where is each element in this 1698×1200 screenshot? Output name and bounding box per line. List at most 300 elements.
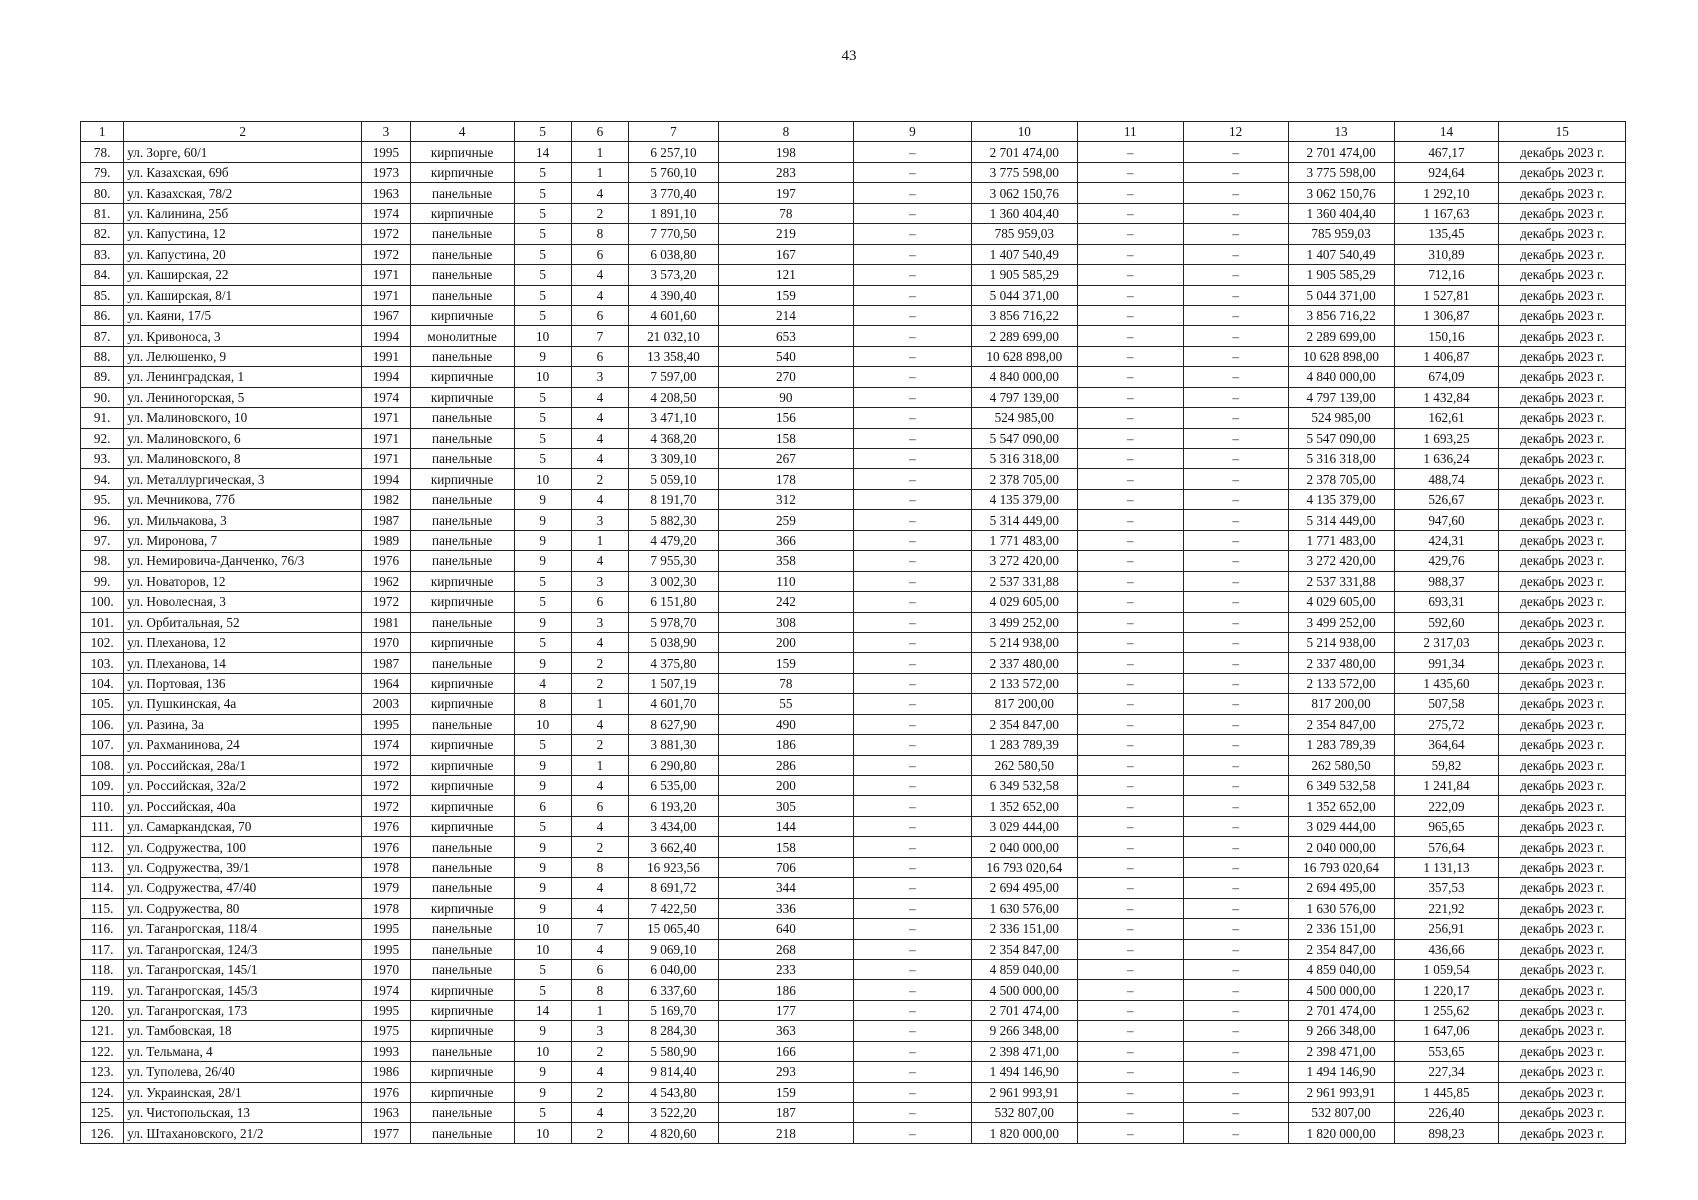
table-cell: 540: [718, 346, 853, 366]
table-cell: 159: [718, 285, 853, 305]
table-cell: 1 435,60: [1394, 673, 1499, 693]
table-cell: 1 693,25: [1394, 428, 1499, 448]
table-cell: ул. Орбитальная, 52: [124, 612, 362, 632]
table-cell: 1970: [362, 959, 411, 979]
table-cell: 6 337,60: [629, 980, 719, 1000]
table-cell: 107.: [81, 735, 124, 755]
table-row: [81, 612, 1626, 632]
table-cell: 488,74: [1394, 469, 1499, 489]
table-cell: –: [1077, 469, 1183, 489]
table-cell: –: [853, 326, 971, 346]
table-row: [81, 837, 1626, 857]
table-cell: ул. Лелюшенко, 9: [124, 346, 362, 366]
table-cell: 1 891,10: [629, 203, 719, 223]
table-cell: ул. Содружества, 39/1: [124, 857, 362, 877]
table-cell: –: [1077, 326, 1183, 346]
table-cell: 1963: [362, 1103, 411, 1123]
table-cell: 1 630 576,00: [1288, 898, 1394, 918]
table-cell: 121: [718, 265, 853, 285]
table-cell: 218: [718, 1123, 853, 1143]
table-cell: –: [1183, 694, 1288, 714]
table-cell: кирпичные: [410, 796, 514, 816]
table-cell: –: [1183, 265, 1288, 285]
table-cell: 785 959,03: [971, 224, 1077, 244]
column-header: 2: [124, 122, 362, 142]
table-cell: –: [1077, 653, 1183, 673]
table-cell: 186: [718, 735, 853, 755]
table-cell: ул. Капустина, 20: [124, 244, 362, 264]
table-cell: 1 360 404,40: [1288, 203, 1394, 223]
table-cell: ул. Мильчакова, 3: [124, 510, 362, 530]
table-cell: 5 547 090,00: [1288, 428, 1394, 448]
table-cell: –: [1077, 367, 1183, 387]
table-cell: 5 978,70: [629, 612, 719, 632]
table-cell: 2: [571, 1041, 628, 1061]
table-cell: –: [1183, 449, 1288, 469]
table-cell: 2: [571, 1082, 628, 1102]
table-cell: 5 314 449,00: [1288, 510, 1394, 530]
table-cell: 87.: [81, 326, 124, 346]
column-header: 11: [1077, 122, 1183, 142]
table-cell: 9 069,10: [629, 939, 719, 959]
table-cell: –: [1183, 592, 1288, 612]
table-cell: 4: [571, 428, 628, 448]
table-cell: 81.: [81, 203, 124, 223]
table-cell: –: [1077, 428, 1183, 448]
column-header: 14: [1394, 122, 1499, 142]
table-cell: 6 349 532,58: [1288, 776, 1394, 796]
column-header: 9: [853, 122, 971, 142]
table-cell: –: [1077, 959, 1183, 979]
table-cell: –: [853, 265, 971, 285]
table-cell: панельные: [410, 265, 514, 285]
table-cell: –: [1077, 919, 1183, 939]
table-row: [81, 305, 1626, 325]
table-cell: –: [1183, 551, 1288, 571]
table-cell: –: [853, 244, 971, 264]
table-cell: 305: [718, 796, 853, 816]
table-cell: 9: [514, 653, 571, 673]
table-cell: 524 985,00: [971, 408, 1077, 428]
table-cell: 1975: [362, 1021, 411, 1041]
table-cell: 14: [514, 142, 571, 162]
table-cell: –: [1183, 183, 1288, 203]
table-cell: 7: [571, 326, 628, 346]
table-cell: 4: [571, 1103, 628, 1123]
table-cell: 16 923,56: [629, 857, 719, 877]
table-cell: 2 354 847,00: [1288, 939, 1394, 959]
table-cell: ул. Содружества, 100: [124, 837, 362, 857]
table-cell: 13 358,40: [629, 346, 719, 366]
table-cell: 2 133 572,00: [971, 673, 1077, 693]
table-cell: 9: [514, 837, 571, 857]
table-cell: панельные: [410, 408, 514, 428]
table-cell: 8 691,72: [629, 878, 719, 898]
table-cell: –: [1183, 714, 1288, 734]
table-row: [81, 592, 1626, 612]
table-cell: 5: [514, 735, 571, 755]
table-cell: 1979: [362, 878, 411, 898]
table-cell: 4 601,60: [629, 305, 719, 325]
table-cell: декабрь 2023 г.: [1499, 714, 1626, 734]
table-cell: 2: [571, 837, 628, 857]
table-cell: декабрь 2023 г.: [1499, 959, 1626, 979]
table-cell: 2: [571, 653, 628, 673]
table-cell: панельные: [410, 346, 514, 366]
table-cell: 467,17: [1394, 142, 1499, 162]
table-cell: –: [1183, 530, 1288, 550]
table-cell: 1974: [362, 387, 411, 407]
table-cell: 6: [571, 796, 628, 816]
table-cell: 89.: [81, 367, 124, 387]
table-cell: ул. Каширская, 22: [124, 265, 362, 285]
table-cell: 1 905 585,29: [971, 265, 1077, 285]
table-cell: 4: [514, 673, 571, 693]
table-cell: –: [853, 632, 971, 652]
table-cell: 126.: [81, 1123, 124, 1143]
column-header: 6: [571, 122, 628, 142]
table-cell: 6 290,80: [629, 755, 719, 775]
table-row: [81, 776, 1626, 796]
table-cell: –: [1077, 244, 1183, 264]
table-cell: 135,45: [1394, 224, 1499, 244]
column-header: 7: [629, 122, 719, 142]
table-cell: 308: [718, 612, 853, 632]
table-cell: панельные: [410, 551, 514, 571]
table-cell: декабрь 2023 г.: [1499, 1103, 1626, 1123]
table-cell: 226,40: [1394, 1103, 1499, 1123]
table-cell: –: [853, 959, 971, 979]
table-cell: ул. Малиновского, 6: [124, 428, 362, 448]
table-cell: 5: [514, 285, 571, 305]
table-cell: ул. Капустина, 12: [124, 224, 362, 244]
table-row: [81, 162, 1626, 182]
table-cell: 3 309,10: [629, 449, 719, 469]
table-cell: –: [853, 612, 971, 632]
table-cell: 1974: [362, 203, 411, 223]
table-cell: декабрь 2023 г.: [1499, 673, 1626, 693]
table-cell: ул. Малиновского, 8: [124, 449, 362, 469]
table-cell: 5: [514, 244, 571, 264]
table-cell: –: [1183, 162, 1288, 182]
table-cell: 14: [514, 1000, 571, 1020]
table-cell: 5: [514, 449, 571, 469]
table-cell: 1 771 483,00: [971, 530, 1077, 550]
table-cell: 785 959,03: [1288, 224, 1394, 244]
table-cell: 9: [514, 510, 571, 530]
table-cell: 1978: [362, 857, 411, 877]
table-row: [81, 142, 1626, 162]
table-cell: 106.: [81, 714, 124, 734]
table-cell: –: [1183, 653, 1288, 673]
table-cell: ул. Миронова, 7: [124, 530, 362, 550]
table-cell: –: [1183, 898, 1288, 918]
table-cell: 1 771 483,00: [1288, 530, 1394, 550]
table-cell: 159: [718, 653, 853, 673]
table-cell: ул. Таганрогская, 145/1: [124, 959, 362, 979]
table-cell: ул. Немировича-Данченко, 76/3: [124, 551, 362, 571]
table-cell: 4: [571, 449, 628, 469]
table-cell: декабрь 2023 г.: [1499, 796, 1626, 816]
table-cell: 1972: [362, 592, 411, 612]
table-cell: 2 337 480,00: [1288, 653, 1394, 673]
table-cell: ул. Казахская, 78/2: [124, 183, 362, 203]
table-cell: –: [853, 285, 971, 305]
table-cell: –: [853, 449, 971, 469]
table-row: [81, 878, 1626, 898]
table-cell: декабрь 2023 г.: [1499, 919, 1626, 939]
table-cell: –: [1183, 980, 1288, 1000]
table-cell: декабрь 2023 г.: [1499, 265, 1626, 285]
table-cell: 91.: [81, 408, 124, 428]
table-cell: 2 537 331,88: [1288, 571, 1394, 591]
table-cell: –: [1077, 142, 1183, 162]
table-cell: 1 647,06: [1394, 1021, 1499, 1041]
table-cell: 1978: [362, 898, 411, 918]
table-cell: декабрь 2023 г.: [1499, 142, 1626, 162]
table-cell: 1: [571, 694, 628, 714]
table-cell: 158: [718, 837, 853, 857]
table-row: [81, 326, 1626, 346]
table-cell: –: [1183, 489, 1288, 509]
table-row: [81, 796, 1626, 816]
table-cell: декабрь 2023 г.: [1499, 408, 1626, 428]
table-cell: ул. Разина, 3а: [124, 714, 362, 734]
table-cell: 2 701 474,00: [971, 142, 1077, 162]
table-cell: –: [1077, 530, 1183, 550]
table-cell: –: [1183, 612, 1288, 632]
table-cell: кирпичные: [410, 735, 514, 755]
table-cell: 653: [718, 326, 853, 346]
table-row: [81, 1123, 1626, 1143]
table-cell: 2 701 474,00: [1288, 1000, 1394, 1020]
column-header: 15: [1499, 122, 1626, 142]
table-row: [81, 428, 1626, 448]
table-row: [81, 203, 1626, 223]
table-cell: –: [1183, 244, 1288, 264]
table-cell: –: [853, 1123, 971, 1143]
table-cell: ул. Малиновского, 10: [124, 408, 362, 428]
table-cell: 526,67: [1394, 489, 1499, 509]
table-cell: –: [1183, 1082, 1288, 1102]
table-cell: 3: [571, 612, 628, 632]
table-cell: 2 701 474,00: [971, 1000, 1077, 1020]
table-cell: 113.: [81, 857, 124, 877]
table-cell: –: [853, 367, 971, 387]
table-cell: 177: [718, 1000, 853, 1020]
table-cell: декабрь 2023 г.: [1499, 857, 1626, 877]
table-cell: 4: [571, 714, 628, 734]
table-cell: –: [1183, 776, 1288, 796]
table-cell: 1 507,19: [629, 673, 719, 693]
table-cell: декабрь 2023 г.: [1499, 469, 1626, 489]
table-cell: 267: [718, 449, 853, 469]
table-cell: 436,66: [1394, 939, 1499, 959]
table-cell: 4 840 000,00: [1288, 367, 1394, 387]
table-cell: ул. Лениногорская, 5: [124, 387, 362, 407]
table-cell: 5: [514, 305, 571, 325]
table-cell: –: [1183, 959, 1288, 979]
table-cell: ул. Новолесная, 3: [124, 592, 362, 612]
table-cell: –: [853, 857, 971, 877]
table-cell: 6: [571, 244, 628, 264]
table-cell: 1 407 540,49: [1288, 244, 1394, 264]
table-cell: –: [1183, 346, 1288, 366]
table-cell: 7 770,50: [629, 224, 719, 244]
table-cell: ул. Самаркандская, 70: [124, 816, 362, 836]
table-row: [81, 632, 1626, 652]
table-cell: панельные: [410, 837, 514, 857]
table-cell: ул. Таганрогская, 145/3: [124, 980, 362, 1000]
table-cell: 5: [514, 224, 571, 244]
table-cell: –: [1183, 571, 1288, 591]
table-cell: ул. Новаторов, 12: [124, 571, 362, 591]
table-cell: 4 859 040,00: [1288, 959, 1394, 979]
table-cell: декабрь 2023 г.: [1499, 776, 1626, 796]
table-cell: декабрь 2023 г.: [1499, 203, 1626, 223]
table-cell: декабрь 2023 г.: [1499, 387, 1626, 407]
table-cell: –: [1077, 162, 1183, 182]
table-cell: ул. Туполева, 26/40: [124, 1062, 362, 1082]
table-cell: 78: [718, 203, 853, 223]
table-cell: 524 985,00: [1288, 408, 1394, 428]
table-cell: 256,91: [1394, 919, 1499, 939]
table-cell: 9: [514, 530, 571, 550]
table-cell: 197: [718, 183, 853, 203]
table-cell: 123.: [81, 1062, 124, 1082]
table-cell: 1973: [362, 162, 411, 182]
table-cell: 366: [718, 530, 853, 550]
table-cell: 9: [514, 1062, 571, 1082]
table-cell: 363: [718, 1021, 853, 1041]
table-cell: 2 289 699,00: [971, 326, 1077, 346]
table-cell: –: [1183, 1000, 1288, 1020]
table-cell: 1964: [362, 673, 411, 693]
table-cell: 1 445,85: [1394, 1082, 1499, 1102]
table-cell: 5: [514, 183, 571, 203]
table-cell: 1972: [362, 796, 411, 816]
table-cell: –: [1077, 265, 1183, 285]
table-cell: 9: [514, 1021, 571, 1041]
table-cell: 1: [571, 1000, 628, 1020]
table-cell: 1995: [362, 939, 411, 959]
table-cell: –: [1183, 510, 1288, 530]
table-cell: 2: [571, 1123, 628, 1143]
table-cell: панельные: [410, 1103, 514, 1123]
table-cell: 1972: [362, 224, 411, 244]
table-cell: 2: [571, 203, 628, 223]
table-cell: –: [1077, 489, 1183, 509]
table-cell: 1995: [362, 714, 411, 734]
table-cell: –: [1077, 898, 1183, 918]
table-cell: 4 208,50: [629, 387, 719, 407]
table-cell: 2 378 705,00: [1288, 469, 1394, 489]
table-cell: –: [1077, 1021, 1183, 1041]
table-cell: 5 316 318,00: [1288, 449, 1394, 469]
table-cell: 312: [718, 489, 853, 509]
table-cell: 6: [571, 592, 628, 612]
table-cell: панельные: [410, 428, 514, 448]
table-cell: 80.: [81, 183, 124, 203]
table-cell: 364,64: [1394, 735, 1499, 755]
table-cell: 1963: [362, 183, 411, 203]
table-cell: 4 601,70: [629, 694, 719, 714]
table-cell: 10 628 898,00: [1288, 346, 1394, 366]
table-cell: –: [1183, 203, 1288, 223]
table-cell: декабрь 2023 г.: [1499, 367, 1626, 387]
table-cell: 115.: [81, 898, 124, 918]
table-row: [81, 755, 1626, 775]
table-cell: ул. Ленинградская, 1: [124, 367, 362, 387]
table-cell: –: [1183, 469, 1288, 489]
table-cell: ул. Мечникова, 77б: [124, 489, 362, 509]
table-cell: –: [853, 489, 971, 509]
table-cell: декабрь 2023 г.: [1499, 1041, 1626, 1061]
table-cell: 1995: [362, 1000, 411, 1020]
table-cell: кирпичные: [410, 1000, 514, 1020]
table-cell: –: [853, 1062, 971, 1082]
table-cell: декабрь 2023 г.: [1499, 816, 1626, 836]
table-cell: 3: [571, 367, 628, 387]
table-cell: –: [1077, 837, 1183, 857]
table-cell: 1981: [362, 612, 411, 632]
table-cell: –: [853, 694, 971, 714]
table-cell: 293: [718, 1062, 853, 1082]
table-cell: 1: [571, 755, 628, 775]
table-cell: 5 882,30: [629, 510, 719, 530]
table-cell: 3: [571, 571, 628, 591]
table-cell: 5: [514, 428, 571, 448]
table-body: [81, 142, 1626, 1143]
table-cell: ул. Российская, 28а/1: [124, 755, 362, 775]
table-cell: 110: [718, 571, 853, 591]
table-cell: 5 044 371,00: [1288, 285, 1394, 305]
table-cell: –: [853, 714, 971, 734]
table-cell: 1971: [362, 408, 411, 428]
table-cell: 991,34: [1394, 653, 1499, 673]
table-cell: декабрь 2023 г.: [1499, 183, 1626, 203]
table-cell: –: [1077, 551, 1183, 571]
table-cell: 1986: [362, 1062, 411, 1082]
table-cell: –: [1183, 919, 1288, 939]
table-cell: панельные: [410, 183, 514, 203]
table-cell: декабрь 2023 г.: [1499, 326, 1626, 346]
table-cell: кирпичные: [410, 1082, 514, 1102]
table-cell: –: [853, 919, 971, 939]
table-cell: декабрь 2023 г.: [1499, 162, 1626, 182]
table-cell: 1 820 000,00: [1288, 1123, 1394, 1143]
table-cell: 4 543,80: [629, 1082, 719, 1102]
table-cell: ул. Чистопольская, 13: [124, 1103, 362, 1123]
table-cell: 219: [718, 224, 853, 244]
table-cell: 9: [514, 346, 571, 366]
table-row: [81, 551, 1626, 571]
table-cell: ул. Таганрогская, 118/4: [124, 919, 362, 939]
table-cell: декабрь 2023 г.: [1499, 632, 1626, 652]
table-cell: –: [1077, 1123, 1183, 1143]
table-cell: ул. Таганрогская, 124/3: [124, 939, 362, 959]
table-cell: –: [1077, 408, 1183, 428]
table-cell: 3 499 252,00: [971, 612, 1077, 632]
table-cell: декабрь 2023 г.: [1499, 244, 1626, 264]
table-cell: –: [853, 1041, 971, 1061]
table-cell: панельные: [410, 714, 514, 734]
table-cell: кирпичные: [410, 816, 514, 836]
table-cell: –: [853, 837, 971, 857]
table-cell: 674,09: [1394, 367, 1499, 387]
table-cell: панельные: [410, 612, 514, 632]
table-cell: 122.: [81, 1041, 124, 1061]
